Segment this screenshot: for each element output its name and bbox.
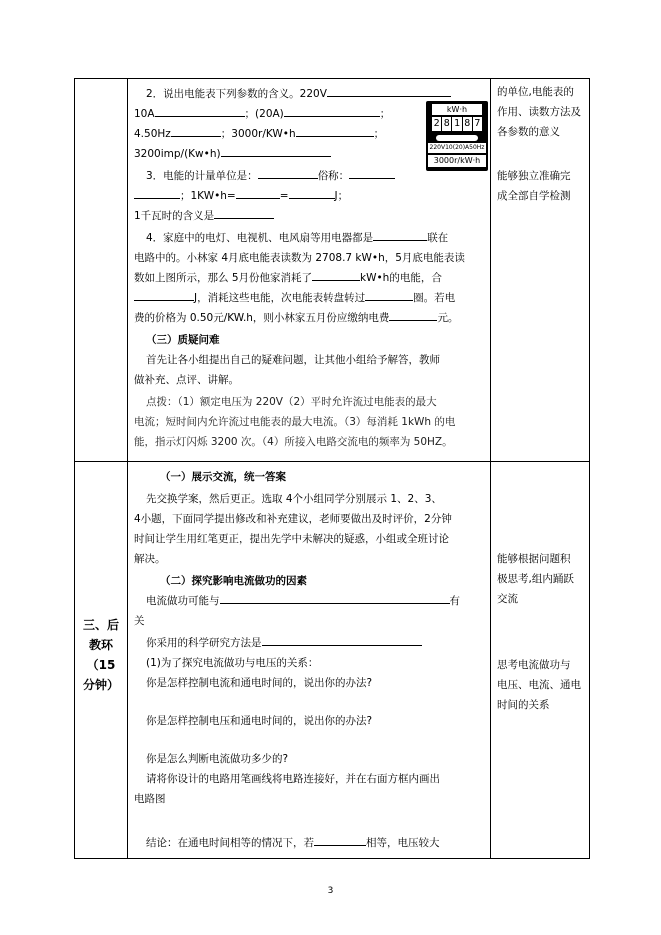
- param-3000r: ；3000r/KW•h: [220, 128, 296, 140]
- blank: [312, 269, 360, 281]
- goal-cell: 能够根据问题积 极思考,组内踊跃 交流 思考电流做功与 电压、电流、通电 时间的关系: [491, 462, 590, 859]
- blank: [296, 125, 374, 137]
- hint-text: 点拨：（1）额定电压为 220V（2）平时允许流过电能表的最大: [146, 396, 437, 408]
- blank: [389, 309, 437, 321]
- param-10a: 10A: [134, 108, 155, 120]
- blank: [155, 105, 245, 117]
- kwh-meaning-text: 1千瓦时的含义是: [134, 210, 215, 222]
- section-label-cell: 三、后 教环 （15 分钟）: [75, 462, 128, 859]
- content-cell: 2．说出电能表下列参数的含义。220V 10A ；(20A) ； 4.50Hz ；3000r/KW•h ； 3200imp/(Kw•h) 3．电能的计量单位是： 俗称： ；1KW•h= = J； 1千瓦时的含义是 4．家庭中的电灯、电视机、电风扇等用电器都是 联在 电路中的。小林家 4月底电能表读数为 2708.7 kW•h，5月底电能表读 数如上图所示，那么 5月份他家消耗了 kW•h的电能，合 J，消耗这些电能，次电能表转盘转过 圈。若电 费的价格为 0.50元/KW.h，则小林家五月份应缴纳电费 元。 （三）质疑问难 首先让各小组提出自己的疑难问题，让其他小组给予解答，教师 做补充、点评、讲解。 点拨：（1）额定电压为 220V（2）平时允许流过电能表的最大 电流；短时间内允许流过电能表的最大电流。（3）每消耗 1kWh 的电 能，指示灯闪烁 3200 次。（4）所接入电路交流电的频率为 50HZ。 kW·h 2 8 1 8 7 220V10(20)A50Hz 3000r/kW·h: [128, 79, 491, 462]
- blank: [373, 229, 427, 241]
- blank: [349, 167, 395, 179]
- blank: [327, 85, 451, 97]
- table-row: [75, 462, 590, 859]
- table-row: [75, 79, 590, 462]
- blank: [236, 187, 280, 199]
- lesson-table: [74, 78, 590, 859]
- blank: [289, 187, 335, 199]
- blank: [284, 105, 380, 117]
- meter-digits: 2 8 1 8 7: [433, 118, 481, 129]
- question-3-text: 3．电能的计量单位是：: [146, 170, 258, 182]
- param-3200imp: 3200imp/(Kw•h): [134, 148, 221, 160]
- page-number: 3: [327, 886, 334, 896]
- question-2-text: 2．说出电能表下列参数的含义。220V: [146, 88, 327, 100]
- blank: [365, 289, 413, 301]
- blank: [314, 834, 366, 846]
- content-cell: （一）展示交流，统一答案 先交换学案，然后更正。选取 4个小组同学分别展示 1、2、3、 4小题，下面同学提出修改和补充建议，老师要做出及时评价，2分钟 时间让学生用红笔更正，提出先学中未解决的疑惑，小组或全班讨论 解决。 （二）探究影响电流做功的因素 电流做功可能与 有 关 你采用的科学研究方法是 (1)为了探究电流做功与电压的关系： 你是怎样控制电流和通电时间的，说出你的办法? 你是怎样控制电压和通电时间的，说出你的办法? 你是怎么判断电流做功多少的? 请将你设计的电路用笔画线将电路连接好，并在右面方框内画出 电路图 结论：在通电时间相等的情况下，若 相等，电压较大: [128, 462, 491, 859]
- blank: [220, 592, 450, 604]
- blank: [171, 125, 221, 137]
- blank: [262, 634, 422, 646]
- electric-meter-image: kW·h 2 8 1 8 7 220V10(20)A50Hz 3000r/kW·h: [426, 101, 488, 171]
- blank: [221, 145, 331, 157]
- param-20a: ；(20A): [244, 108, 284, 120]
- meter-disc: [436, 135, 478, 141]
- param-50hz: 4.50Hz: [134, 128, 171, 140]
- question-4-text: 4．家庭中的电灯、电视机、电风扇等用电器都是: [146, 232, 374, 244]
- section-heading-exchange: （一）展示交流，统一答案: [160, 471, 286, 483]
- blank: [134, 289, 194, 301]
- blank: [214, 207, 274, 219]
- blank: [258, 167, 318, 179]
- section-heading-questions: （三）质疑问难: [146, 334, 220, 346]
- left-cell-empty: [75, 79, 128, 462]
- section-heading-explore: （二）探究影响电流做功的因素: [160, 575, 307, 587]
- blank: [134, 187, 180, 199]
- goal-cell: 的单位,电能表的 作用、读数方法及 各参数的意义 能够独立准确完 成全部自学检测: [491, 79, 590, 462]
